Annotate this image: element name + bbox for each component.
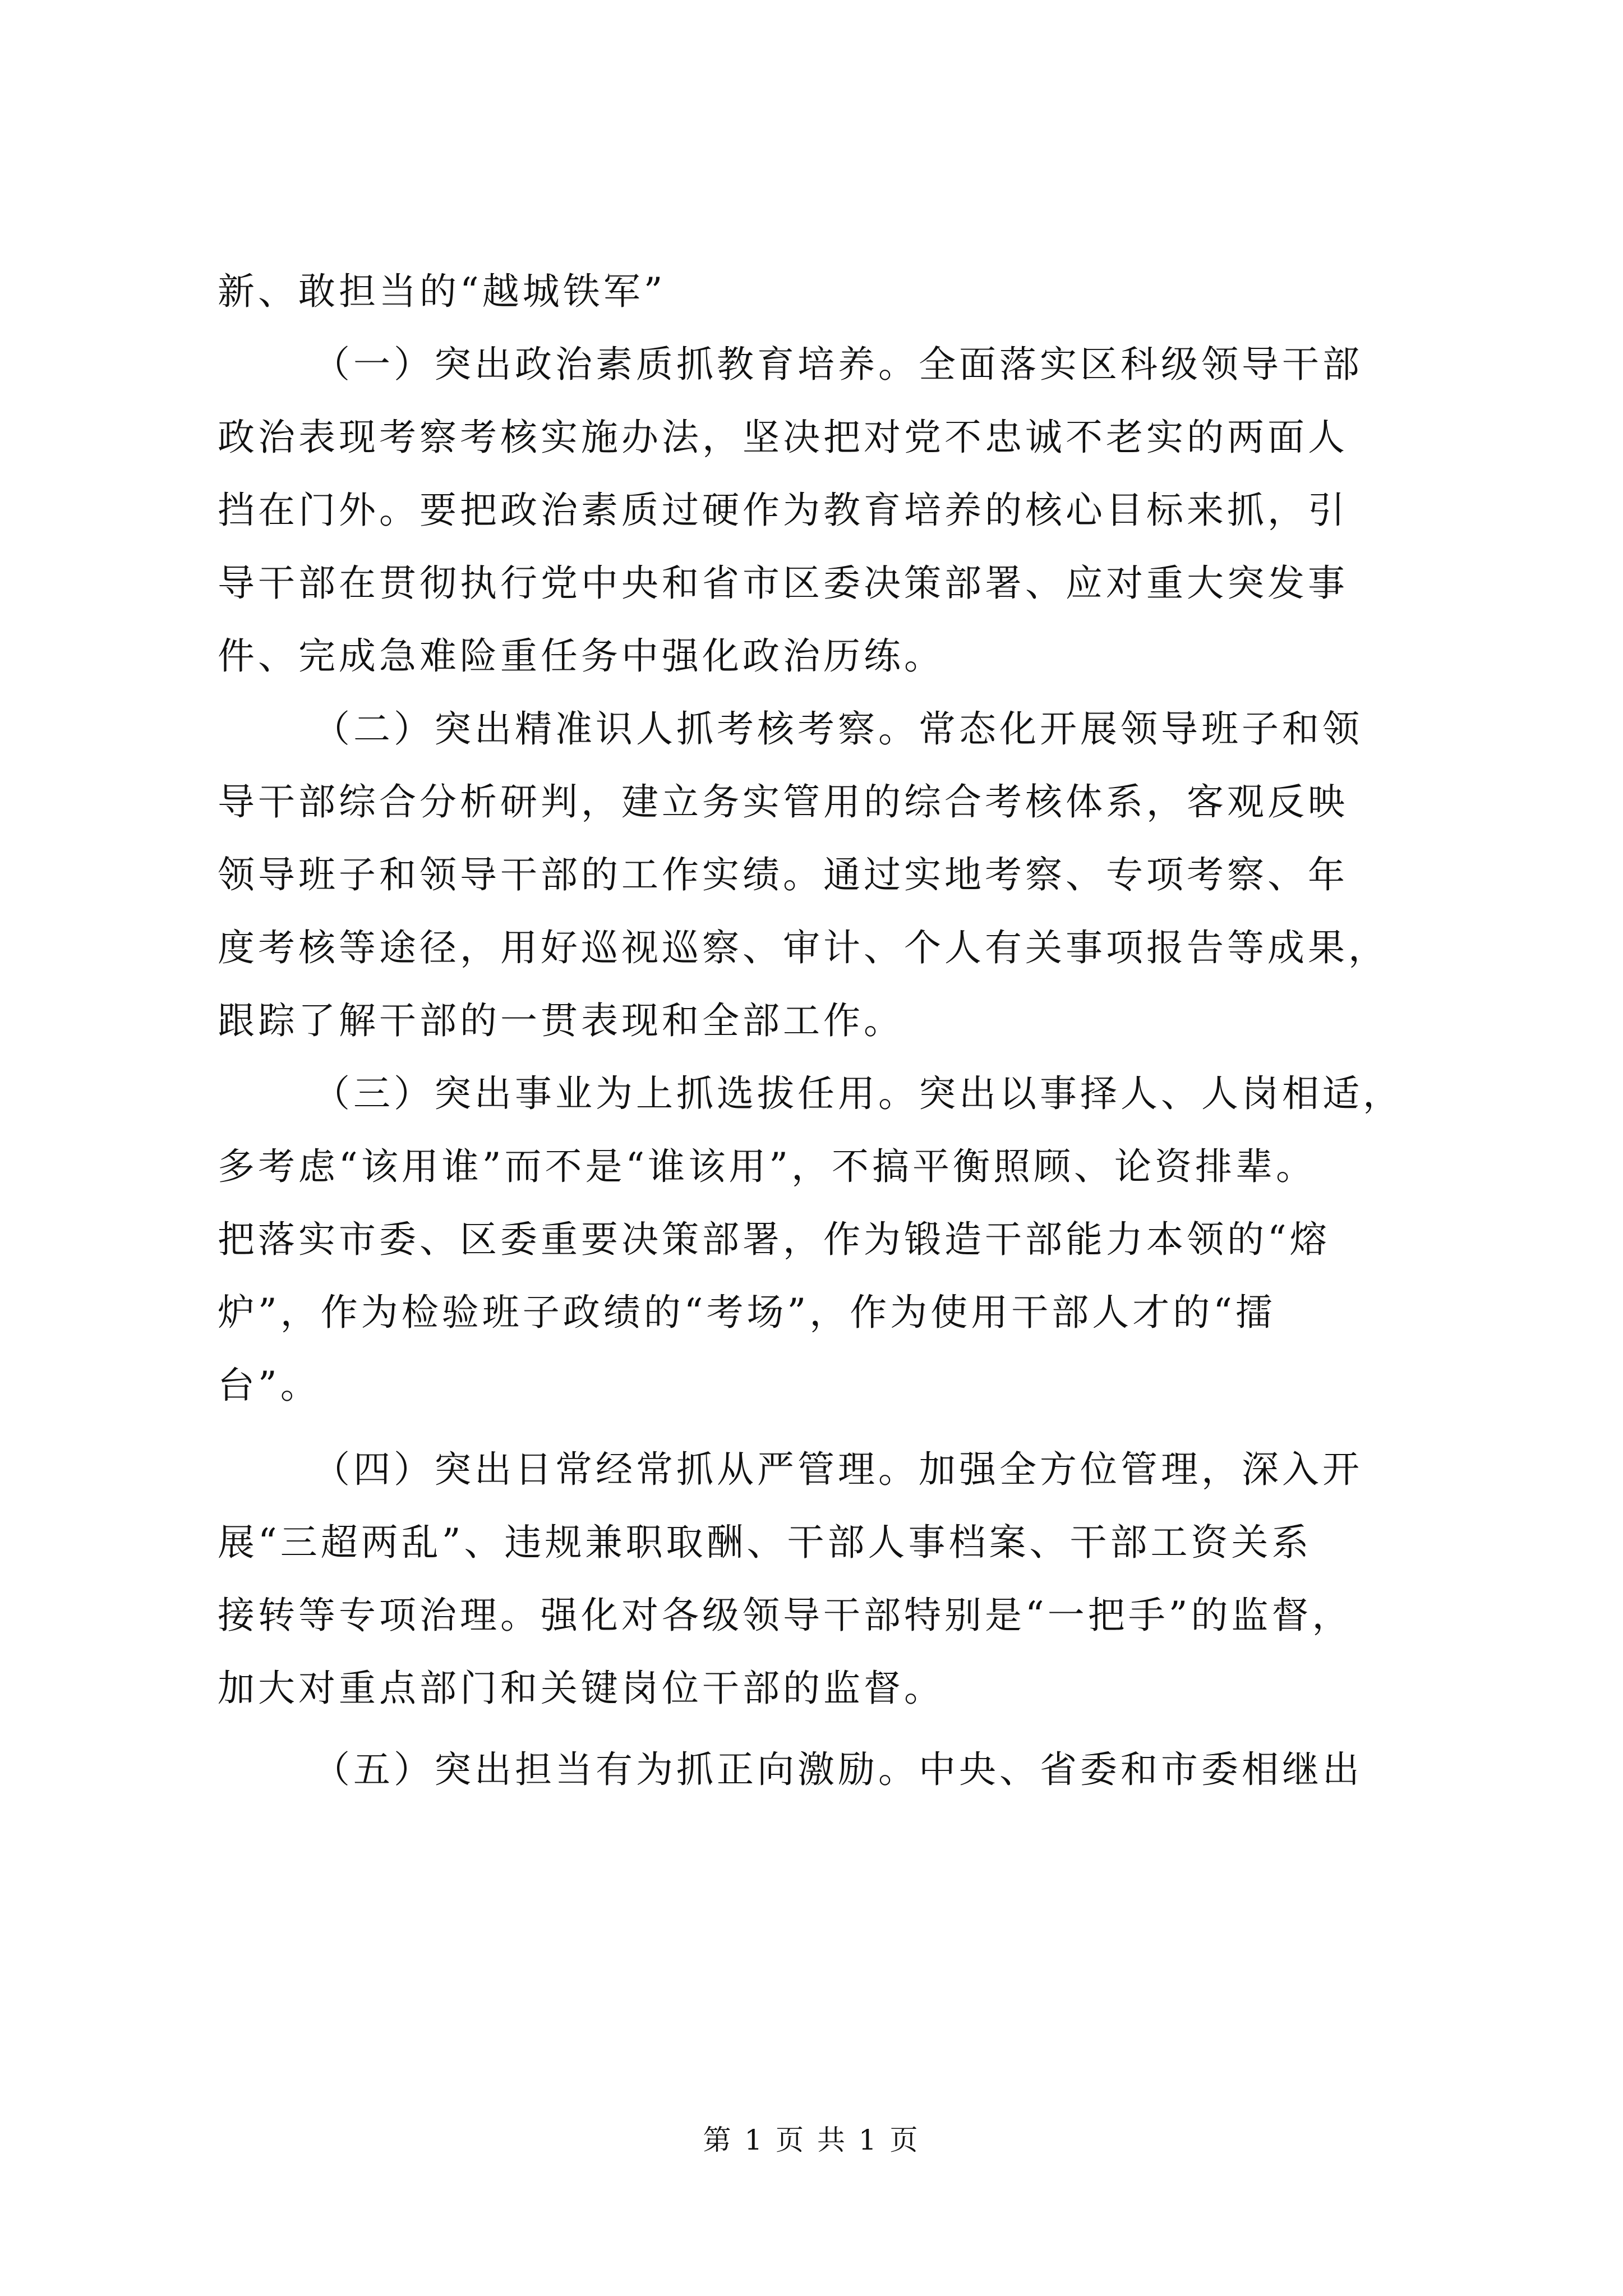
paragraph-1-line-0: （一）突出政治素质抓教育培养。全面落实区科级领导干部 bbox=[313, 343, 1363, 386]
paragraph-3-line-2: 把落实市委、区委重要决策部署，作为锻造干部能力本领的“熔 bbox=[218, 1218, 1330, 1261]
paragraph-1-line-1: 政治表现考察考核实施办法，坚决把对党不忠诚不老实的两面人 bbox=[218, 416, 1348, 459]
paragraph-4-line-1: 展“三超两乱”、违规兼职取酬、干部人事档案、干部工资关系 bbox=[218, 1521, 1312, 1564]
paragraph-3-line-0: （三）突出事业为上抓选拔任用。突出以事择人、人岗相适， bbox=[313, 1072, 1403, 1115]
paragraph-3-line-3: 炉”，作为检验班子政绩的“考场”，作为使用干部人才的“擂 bbox=[218, 1291, 1276, 1334]
page-footer: 第 1 页 共 1 页 bbox=[703, 2124, 920, 2156]
paragraph-4-line-3: 加大对重点部门和关键岗位干部的监督。 bbox=[218, 1667, 944, 1710]
paragraph-4-line-2: 接转等专项治理。强化对各级领导干部特别是“一把手”的监督， bbox=[218, 1594, 1353, 1637]
paragraph-2-line-4: 跟踪了解干部的一贯表现和全部工作。 bbox=[218, 999, 904, 1042]
paragraph-2-line-0: （二）突出精准识人抓考核考察。常态化开展领导班子和领 bbox=[313, 707, 1363, 751]
paragraph-4-line-0: （四）突出日常经常抓从严管理。加强全方位管理，深入开 bbox=[313, 1448, 1363, 1491]
paragraph-0-line-0: 新、敢担当的“越城铁军” bbox=[218, 270, 666, 313]
paragraph-3-line-4: 台”。 bbox=[218, 1364, 321, 1407]
paragraph-5-line-0: （五）突出担当有为抓正向激励。中央、省委和市委相继出 bbox=[313, 1748, 1363, 1791]
paragraph-2-line-2: 领导班子和领导干部的工作实绩。通过实地考察、专项考察、年 bbox=[218, 853, 1348, 896]
paragraph-2-line-3: 度考核等途径，用好巡视巡察、审计、个人有关事项报告等成果， bbox=[218, 926, 1389, 969]
paragraph-1-line-4: 件、完成急难险重任务中强化政治历练。 bbox=[218, 634, 944, 678]
paragraph-1-line-3: 导干部在贯彻执行党中央和省市区委决策部署、应对重大突发事 bbox=[218, 562, 1348, 605]
paragraph-1-line-2: 挡在门外。要把政治素质过硬作为教育培养的核心目标来抓，引 bbox=[218, 489, 1348, 532]
paragraph-2-line-1: 导干部综合分析研判，建立务实管用的综合考核体系，客观反映 bbox=[218, 780, 1348, 823]
paragraph-3-line-1: 多考虑“该用谁”而不是“谁该用”，不搞平衡照顾、论资排辈。 bbox=[218, 1145, 1316, 1188]
